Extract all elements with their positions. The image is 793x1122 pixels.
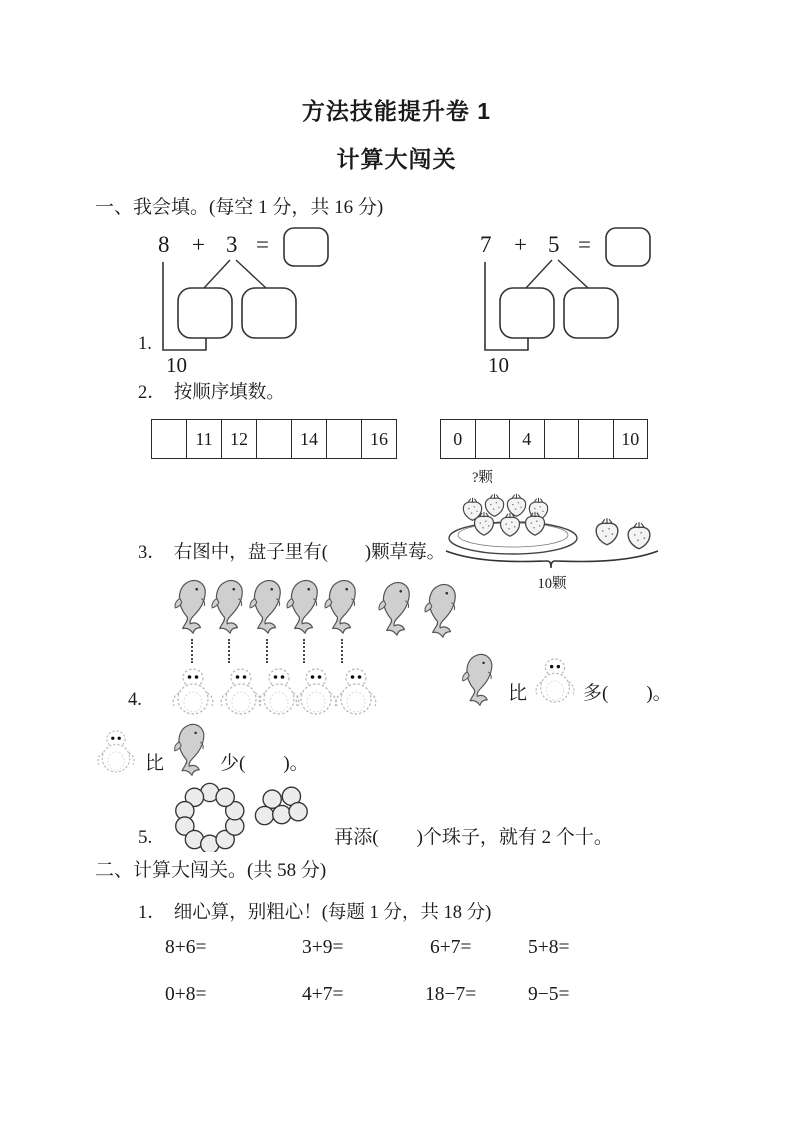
number-sequence-strip — [440, 419, 648, 459]
calc-problem: 4+7= — [302, 984, 344, 1005]
equals-sign: = — [256, 232, 269, 257]
sequence-cell — [152, 420, 187, 458]
sequence-cell — [327, 420, 362, 458]
sequence-cell — [545, 420, 580, 458]
correspondence-dotted-line — [341, 639, 343, 663]
compare-blank: 多( )。 — [583, 683, 672, 704]
penguin-icon — [170, 666, 216, 716]
page-title: 方法技能提升卷 1 — [301, 98, 492, 124]
bond-sum-label: 10 — [166, 353, 187, 374]
answer-box — [284, 228, 328, 266]
section-2-heading: 二、计算大闯关。(共 58 分) — [95, 860, 327, 881]
answer-box — [564, 288, 618, 338]
dolphin-icon — [322, 578, 364, 636]
calc-problem: 5+8= — [528, 937, 570, 958]
compare-word: 比 — [145, 753, 165, 774]
problem-3-text: 右图中，盘子里有( )颗草莓。 — [173, 543, 446, 563]
dolphin-icon — [460, 652, 500, 708]
strawberry-plate-figure — [443, 480, 665, 558]
equals-sign: = — [578, 232, 591, 257]
problem-2-heading — [138, 378, 285, 404]
sequence-cell: 16 — [370, 428, 388, 449]
answer-box — [242, 288, 296, 338]
correspondence-dotted-line — [228, 639, 230, 663]
compare-line-less — [95, 722, 309, 778]
sequence-cell — [257, 420, 292, 458]
correspondence-dotted-line — [266, 639, 268, 663]
plus-sign: + — [514, 232, 527, 257]
answer-box — [606, 228, 650, 266]
sequence-cell: 4 — [510, 420, 545, 458]
sequence-cell: 0 — [441, 420, 476, 458]
dolphin-icon — [284, 578, 326, 636]
page-subtitle: 计算大闯关 — [336, 146, 457, 172]
problem-5-number: 5. — [138, 827, 153, 848]
bond-sum-label: 10 — [488, 353, 509, 374]
sequence-cell — [579, 420, 614, 458]
compare-word: 比 — [508, 683, 528, 704]
brace-under-figure — [443, 548, 661, 570]
answer-box — [178, 288, 232, 338]
total-count-label: 10颗 — [537, 576, 567, 592]
penguin-icon — [333, 666, 379, 716]
bond-addend-2: 3 — [226, 232, 238, 257]
dolphin-icon — [422, 582, 464, 640]
plus-sign: + — [192, 232, 205, 257]
dolphin-icon — [209, 578, 251, 636]
calc-problem: 6+7= — [430, 937, 472, 958]
sequence-cell: 10 — [621, 428, 640, 449]
bond-addend-2: 5 — [548, 232, 560, 257]
bead — [289, 803, 307, 821]
strawberry-icon — [628, 522, 650, 549]
bead — [216, 788, 234, 806]
dolphin-penguin-figure — [158, 578, 478, 718]
answer-box — [500, 288, 554, 338]
sequence-cell — [476, 420, 511, 458]
penguin-icon — [533, 656, 577, 704]
sub-1-text: 细心算，别粗心！(每题 1 分，共 18 分) — [173, 903, 492, 923]
sub-1-number: 1． — [138, 903, 166, 923]
strawberry-icon — [596, 518, 618, 545]
calc-problem: 9−5= — [528, 984, 570, 1005]
compare-line-more — [460, 652, 672, 708]
dolphin-icon — [247, 578, 289, 636]
strawberry-icon — [485, 494, 503, 517]
number-bond-diagram — [468, 222, 703, 374]
sequence-cell: 11 — [187, 420, 222, 458]
dolphin-icon — [376, 580, 418, 638]
bead — [256, 806, 274, 824]
beads-figure — [166, 780, 316, 852]
section-1-heading: 一、我会填。(每空 1 分，共 16 分) — [95, 197, 384, 218]
bead — [273, 805, 291, 823]
problem-3-number: 3． — [138, 543, 166, 563]
problem-5-text: 再添( )个珠子，就有 2 个十。 — [334, 827, 613, 848]
number-sequence-strip — [151, 419, 397, 459]
number-bond-diagram — [146, 222, 381, 374]
correspondence-dotted-line — [191, 639, 193, 663]
calc-problem: 0+8= — [165, 984, 207, 1005]
calc-problem: 3+9= — [302, 937, 344, 958]
problem-2-number: 2． — [138, 383, 166, 403]
sequence-cell: 14 — [292, 420, 327, 458]
problem-3-heading — [138, 538, 445, 564]
problem-5 — [138, 780, 613, 852]
penguin-icon — [95, 728, 137, 774]
dolphin-icon — [172, 722, 212, 778]
calc-problem: 8+6= — [165, 937, 207, 958]
problem-4-number: 4. — [128, 690, 142, 710]
plate-count-label: ?颗 — [472, 470, 493, 486]
problem-1-number: 1. — [138, 334, 152, 354]
compare-blank: 少( )。 — [220, 753, 309, 774]
dolphin-icon — [172, 578, 214, 636]
bond-addend-1: 7 — [480, 232, 492, 257]
section-2-sub-heading — [138, 898, 491, 924]
correspondence-dotted-line — [303, 639, 305, 663]
calc-problem: 18−7= — [425, 984, 477, 1005]
bond-addend-1: 8 — [158, 232, 170, 257]
sequence-cell: 12 — [222, 420, 257, 458]
problem-2-text: 按顺序填数。 — [173, 383, 285, 403]
